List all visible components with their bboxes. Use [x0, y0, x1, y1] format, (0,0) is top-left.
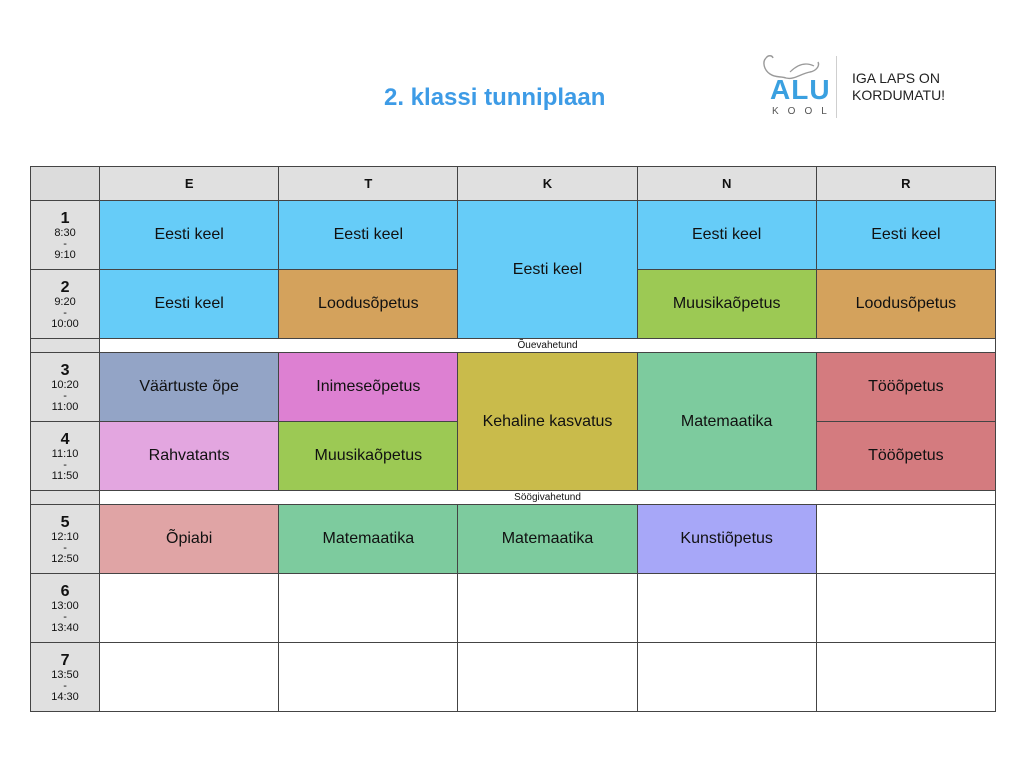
lesson-cell: Rahvatants: [100, 422, 279, 491]
period-sep: -: [63, 306, 67, 319]
period-start: 9:20: [54, 295, 76, 308]
day-header-e: E: [100, 167, 279, 201]
lesson-cell: Matemaatika: [458, 505, 637, 574]
period-row-1: [31, 201, 996, 270]
period-number: 3: [60, 361, 70, 379]
break-gutter: [31, 491, 100, 505]
timetable: [30, 166, 996, 712]
day-header-n: N: [637, 167, 816, 201]
period-sep: -: [63, 679, 67, 692]
period-sep: -: [63, 458, 67, 471]
day-header-t: T: [279, 167, 458, 201]
period-number: 7: [60, 651, 70, 669]
lesson-cell: Loodusõpetus: [816, 270, 995, 339]
empty-cell: [637, 643, 816, 712]
period-end: 9:10: [54, 248, 76, 261]
period-start: 11:10: [51, 447, 79, 460]
day-header-k: K: [458, 167, 637, 201]
period-cell-4: [31, 422, 100, 491]
empty-cell: [816, 643, 995, 712]
empty-cell: [816, 505, 995, 574]
period-number: 4: [60, 430, 70, 448]
lesson-cell: Eesti keel: [279, 201, 458, 270]
lesson-cell: Matemaatika: [637, 353, 816, 491]
period-number: 1: [60, 209, 70, 227]
empty-cell: [279, 574, 458, 643]
lesson-cell: Väärtuste õpe: [100, 353, 279, 422]
period-start: 13:00: [51, 599, 79, 612]
empty-cell: [279, 643, 458, 712]
period-start: 8:30: [54, 226, 76, 239]
empty-cell: [458, 574, 637, 643]
period-start: 12:10: [51, 530, 79, 543]
period-end: 11:00: [51, 400, 79, 413]
lesson-cell: Kehaline kasvatus: [458, 353, 637, 491]
empty-cell: [637, 574, 816, 643]
logo-divider: [836, 56, 837, 118]
period-cell-1: [31, 201, 100, 270]
empty-cell: [458, 643, 637, 712]
period-row-3: [31, 353, 996, 422]
lesson-cell: Õpiabi: [100, 505, 279, 574]
period-row-5: [31, 505, 996, 574]
period-cell-5: [31, 505, 100, 574]
slogan-line-2: KORDUMATU!: [852, 87, 946, 103]
page-title: 2. klassi tunniplaan: [384, 84, 606, 111]
lesson-cell: Eesti keel: [637, 201, 816, 270]
period-end: 13:40: [51, 621, 79, 634]
period-sep: -: [63, 541, 67, 554]
lesson-cell: Muusikaõpetus: [279, 422, 458, 491]
period-end: 11:50: [51, 469, 79, 482]
period-cell-3: [31, 353, 100, 422]
logo-kool-text: KOOL: [772, 106, 836, 117]
period-cell-7: [31, 643, 100, 712]
break-label-1: Õuevahetund: [100, 339, 996, 353]
period-cell-2: [31, 270, 100, 339]
break-label-2: Söögivahetund: [100, 491, 996, 505]
period-sep: -: [63, 237, 67, 250]
period-end: 10:00: [51, 317, 79, 330]
empty-cell: [100, 643, 279, 712]
lesson-cell: Eesti keel: [458, 201, 637, 339]
period-row-7: [31, 643, 996, 712]
logo-alu-text: ALU: [770, 74, 831, 105]
period-end: 12:50: [51, 552, 79, 565]
lesson-cell: Tööõpetus: [816, 353, 995, 422]
lesson-cell: Muusikaõpetus: [637, 270, 816, 339]
period-start: 13:50: [51, 668, 79, 681]
lesson-cell: Eesti keel: [100, 201, 279, 270]
break-gutter: [31, 339, 100, 353]
period-number: 2: [60, 278, 70, 296]
slogan-line-1: IGA LAPS ON: [852, 70, 940, 86]
lesson-cell: Kunstiõpetus: [637, 505, 816, 574]
header-row: [31, 167, 996, 201]
period-sep: -: [63, 389, 67, 402]
lesson-cell: Eesti keel: [816, 201, 995, 270]
empty-cell: [100, 574, 279, 643]
empty-cell: [816, 574, 995, 643]
corner-cell: [31, 167, 100, 201]
school-logo: [760, 52, 990, 124]
break-row-1: [31, 339, 996, 353]
period-cell-6: [31, 574, 100, 643]
period-start: 10:20: [51, 378, 79, 391]
lesson-cell: Inimeseõpetus: [279, 353, 458, 422]
logo-slogan: [852, 70, 945, 104]
lesson-cell: Matemaatika: [279, 505, 458, 574]
lesson-cell: Eesti keel: [100, 270, 279, 339]
period-number: 6: [60, 582, 70, 600]
break-row-2: [31, 491, 996, 505]
lesson-cell: Loodusõpetus: [279, 270, 458, 339]
period-sep: -: [63, 610, 67, 623]
day-header-r: R: [816, 167, 995, 201]
period-row-6: [31, 574, 996, 643]
period-end: 14:30: [51, 690, 79, 703]
period-number: 5: [60, 513, 70, 531]
lesson-cell: Tööõpetus: [816, 422, 995, 491]
